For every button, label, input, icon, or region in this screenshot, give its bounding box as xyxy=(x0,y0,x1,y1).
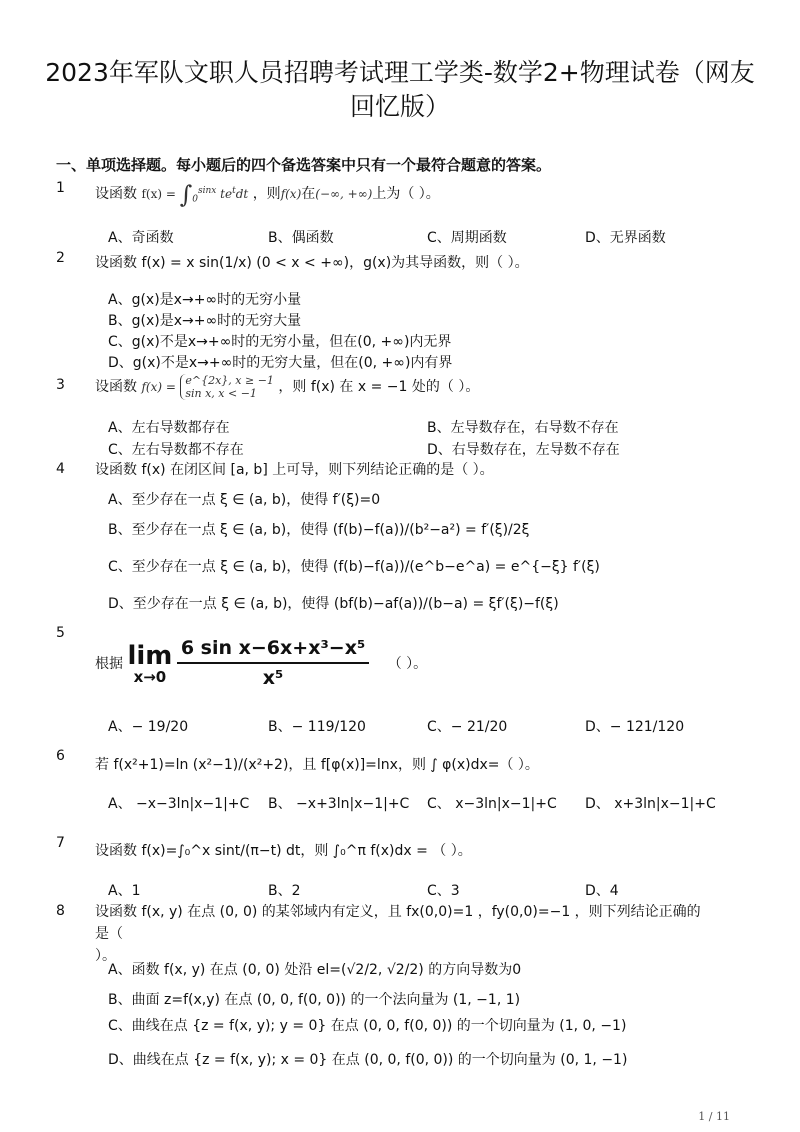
option-c[interactable]: C、左右导数都不存在 xyxy=(108,442,244,458)
question-stem: 设函数 f(x)=∫₀^x sint/(π−t) dt，则 ∫₀^π f(x)dx = （ ）。 xyxy=(95,843,472,859)
option-a[interactable]: A、函数 f(x, y) 在点 (0, 0) 处沿 el=(√2/2, √2/2) 的方向导数为0 xyxy=(108,962,522,978)
option-d[interactable]: D、至少存在一点 ξ ∈ (a, b)，使得 (bf(b)−af(a))/(b−a) = ξf′(ξ)−f(ξ) xyxy=(108,596,559,612)
question-number: 7 xyxy=(56,835,65,851)
option-b[interactable]: B、曲面 z=f(x,y) 在点 (0, 0, f(0, 0)) 的一个法向量为 (1, −1, 1) xyxy=(108,992,521,1008)
section-heading: 一、单项选择题。每小题后的四个备选答案中只有一个最符合题意的答案。 xyxy=(56,156,552,174)
option-c[interactable]: C、− 21/20 xyxy=(427,719,508,735)
option-c[interactable]: C、g(x)不是x→+∞时的无穷小量，但在(0, +∞)内无界 xyxy=(108,334,452,350)
title-line-1: 2023年军队文职人员招聘考试理工学类-数学2+物理试卷（网友 xyxy=(45,58,755,87)
math-expression: $f(x) = \int_0^{sinx}$ $te^tdt$ xyxy=(141,180,249,209)
option-a[interactable]: A、左右导数都存在 xyxy=(108,420,230,436)
limit-fraction: $\frac{\text{6 sin x−6x+x³−x⁵}}{\text{x⁵}}$ xyxy=(177,636,369,692)
limit-symbol: lim x→0 xyxy=(127,641,173,686)
option-a[interactable]: A、奇函数 xyxy=(108,230,174,246)
option-b[interactable]: B、左导数存在，右导数不存在 xyxy=(427,420,619,436)
question-number: 6 xyxy=(56,748,65,764)
option-d[interactable]: D、无界函数 xyxy=(585,230,666,246)
question-number: 1 xyxy=(56,180,65,196)
question-stem: 设函数 f(x) = e^{2x}, x ≥ −1 sin x, x < −1 ，则 f(x) 在 x = −1 处的（ ）。 xyxy=(95,374,480,400)
option-a[interactable]: A、至少存在一点 ξ ∈ (a, b)，使得 f′(ξ)=0 xyxy=(108,492,381,508)
option-c[interactable]: C、曲线在点 {z = f(x, y); y = 0} 在点 (0, 0, f(0, 0)) 的一个切向量为 (1, 0, −1) xyxy=(108,1018,627,1034)
option-d[interactable]: D、− 121/120 xyxy=(585,719,685,735)
option-a[interactable]: A、− 19/20 xyxy=(108,719,189,735)
question-stem: 根据 lim x→0 $\frac{\text{6 sin x−6x+x³−x⁵}}{\text{x⁵}}$ （ ）。 xyxy=(95,636,715,692)
option-b[interactable]: B、2 xyxy=(268,883,301,899)
option-c[interactable]: C、周期函数 xyxy=(427,230,507,246)
page-number: 1 / 11 xyxy=(698,1110,730,1123)
option-b[interactable]: B、至少存在一点 ξ ∈ (a, b)，使得 (f(b)−f(a))/(b²−a²) = f′(ξ)/2ξ xyxy=(108,522,530,538)
title-line-2: 回忆版） xyxy=(349,92,450,121)
option-d[interactable]: D、g(x)不是x→+∞时的无穷大量，但在(0, +∞)内有界 xyxy=(108,355,453,371)
option-c[interactable]: C、 x−3ln|x−1|+C xyxy=(427,796,557,812)
piecewise-brace: e^{2x}, x ≥ −1 sin x, x < −1 xyxy=(180,374,274,400)
option-b[interactable]: B、偶函数 xyxy=(268,230,334,246)
question-stem: 设函数 $f(x) = \int_0^{sinx}$ $te^tdt$ ，则f(x)在(−∞, +∞)上为（ ）。 xyxy=(95,180,440,209)
option-d[interactable]: D、曲线在点 {z = f(x, y); x = 0} 在点 (0, 0, f(0, 0)) 的一个切向量为 (0, 1, −1) xyxy=(108,1052,628,1068)
option-b[interactable]: B、− 119/120 xyxy=(268,719,366,735)
question-stem: 设函数 f(x) = x sin(1/x) (0 < x < +∞)，g(x)为其导函数，则（ ）。 xyxy=(95,255,529,271)
question-number: 4 xyxy=(56,461,65,477)
option-c[interactable]: C、至少存在一点 ξ ∈ (a, b)，使得 (f(b)−f(a))/(e^b−e^a) = e^{−ξ} f′(ξ) xyxy=(108,559,600,575)
question-stem: 若 f(x²+1)=ln (x²−1)/(x²+2)，且 f[φ(x)]=lnx，则 ∫ φ(x)dx=（ ）。 xyxy=(95,757,539,773)
option-c[interactable]: C、3 xyxy=(427,883,460,899)
option-d[interactable]: D、 x+3ln|x−1|+C xyxy=(585,796,716,812)
question-number: 5 xyxy=(56,625,65,641)
option-b[interactable]: B、g(x)是x→+∞时的无穷大量 xyxy=(108,313,302,329)
question-number: 2 xyxy=(56,250,65,266)
option-d[interactable]: D、右导数存在，左导数不存在 xyxy=(427,442,620,458)
question-stem: 设函数 f(x) 在闭区间 [a, b] 上可导，则下列结论正确的是（ ）。 xyxy=(95,462,494,478)
question-stem: 设函数 f(x, y) 在点 (0, 0) 的某邻域内有定义，且 fx(0,0)=1 ，fy(0,0)=−1 ，则下列结论正确的是（ ）。 xyxy=(95,904,701,964)
question-number: 8 xyxy=(56,903,65,919)
option-b[interactable]: B、 −x+3ln|x−1|+C xyxy=(268,796,410,812)
exam-title xyxy=(40,56,760,124)
question-number: 3 xyxy=(56,377,65,393)
option-a[interactable]: A、g(x)是x→+∞时的无穷小量 xyxy=(108,292,302,308)
option-a[interactable]: A、 −x−3ln|x−1|+C xyxy=(108,796,250,812)
option-a[interactable]: A、1 xyxy=(108,883,141,899)
option-d[interactable]: D、4 xyxy=(585,883,619,899)
